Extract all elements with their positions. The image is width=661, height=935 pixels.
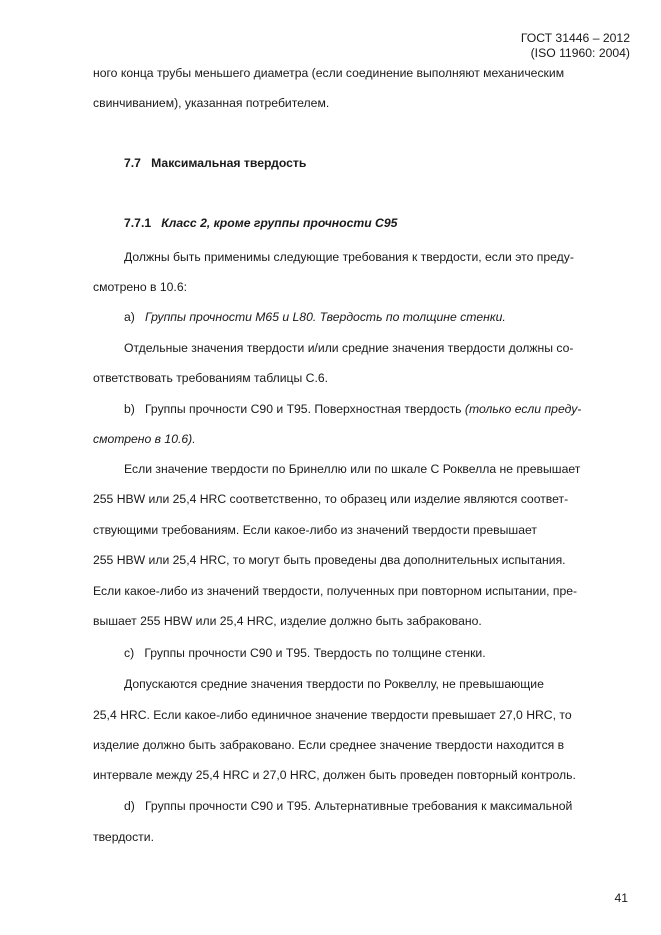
text-line: Если значение твердости по Бринеллю или по шкале С Роквелла не превышает [124, 462, 581, 476]
item-text: Группы прочности С90 и Т95. Твердость по толщине стенки. [144, 646, 486, 660]
text-line: 255 HBW или 25,4 HRC соответственно, то образец или изделие являются соответ- [93, 492, 569, 506]
list-item-c [124, 645, 486, 661]
text-line: свинчиванием), указанная потребителем. [93, 96, 330, 110]
item-text: Группы прочности С90 и Т95. Альтернативные требования к максимальной [145, 799, 573, 813]
text-line: Отдельные значения твердости и/или средние значения твердости должны со- [124, 341, 574, 355]
text-line: твердости. [93, 830, 154, 844]
subsection-heading [124, 215, 397, 231]
item-label: b) [124, 402, 135, 416]
subsection-number: 7.7.1 [124, 216, 152, 230]
item-text: Группы прочности М65 и L80. Твердость по толщине стенки. [145, 310, 506, 324]
item-label: с) [124, 646, 135, 660]
section-heading [124, 155, 306, 171]
list-item-a [124, 309, 506, 325]
section-number: 7.7 [124, 156, 141, 170]
text-line: ответствовать требованиям таблицы С.6. [93, 371, 329, 385]
text-line: Должны быть применимы следующие требования к твердости, если это преду- [124, 250, 574, 264]
text-line: смотрено в 10.6). [93, 432, 196, 446]
text-line: вышает 255 HBW или 25,4 HRC, изделие должно быть забраковано. [93, 614, 482, 628]
list-item-d [124, 798, 572, 814]
item-italic-note: (только если преду- [464, 402, 582, 416]
standard-code: ГОСТ 31446 – 2012 [520, 31, 630, 45]
text-line: Допускаются средние значения твердости по Роквеллу, не превышающие [124, 677, 544, 691]
item-label: d) [124, 799, 135, 813]
text-line: Если какое-либо из значений твердости, полученных при повторном испытании, пре- [93, 584, 578, 598]
iso-code: (ISO 11960: 2004) [530, 46, 630, 60]
document-header [521, 31, 630, 61]
item-label: а) [124, 310, 135, 324]
text-line: интервале между 25,4 HRC и 27,0 HRC, должен быть проведен повторный контроль. [93, 768, 576, 782]
text-line: смотрено в 10.6: [93, 280, 187, 294]
page-number: 41 [614, 891, 628, 905]
text-line: 25,4 HRC. Если какое-либо единичное значение твердости превышает 27,0 HRC, то [93, 708, 572, 722]
text-line: ного конца трубы меньшего диаметра (если соединение выполняют механическим [93, 66, 565, 80]
list-item-b [124, 401, 581, 417]
subsection-title: Класс 2, кроме группы прочности С95 [161, 216, 398, 230]
text-line: 255 HBW или 25,4 HRC, то могут быть проведены два дополнительных испытания. [93, 553, 566, 567]
section-title: Максимальная твердость [151, 156, 307, 170]
item-text: Группы прочности С90 и Т95. Поверхностная твердость [145, 402, 465, 416]
text-line: ствующими требованиям. Если какое-либо из значений твердости превышает [93, 523, 537, 537]
text-line: изделие должно быть забраковано. Если среднее значение твердости находится в [93, 738, 565, 752]
